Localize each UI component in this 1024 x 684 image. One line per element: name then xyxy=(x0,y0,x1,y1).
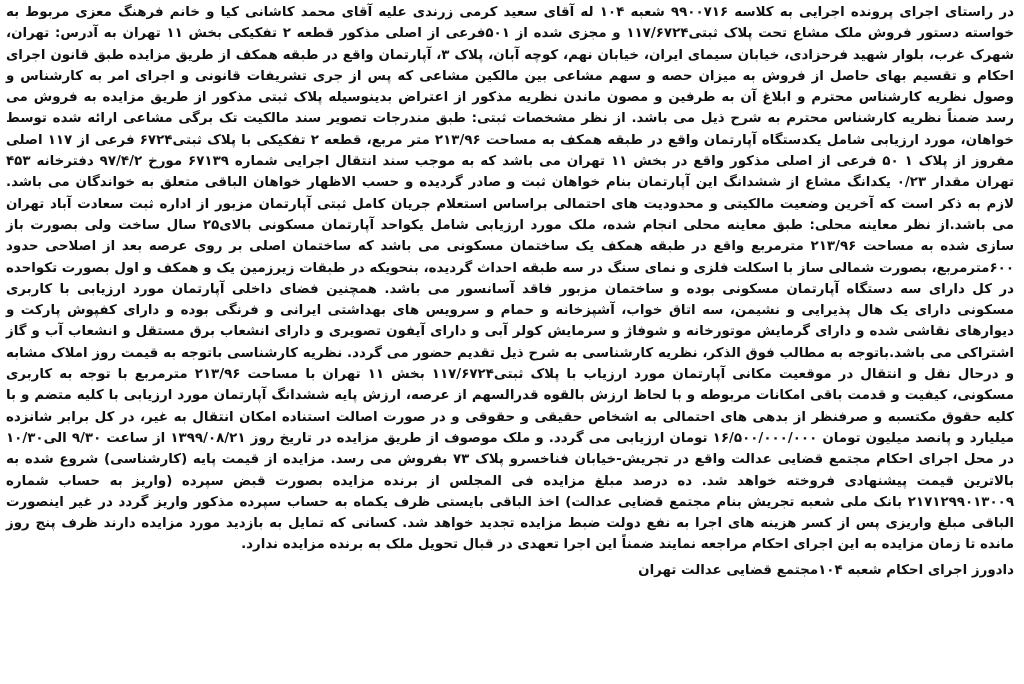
auction-notice xyxy=(6,2,1014,581)
notice-signature: دادورز اجرای احکام شعبه ۱۰۴مجتمع قضایی عدالت تهران xyxy=(638,562,1014,578)
notice-body-text: در راستای اجرای پرونده اجرایی به کلاسه ۹۹۰۰۷۱۶ شعبه ۱۰۴ له آقای سعید کرمی زرندی علیه آقای محمد کاشانی کیا و خانم فرهنگ معزی مربوط به خواسته دستور فروش ملک مشاع تحت پلاک ثبتی۱۱۷/۶۷۲۴ و مجزی شده از ۵۰۱فرعی از اصلی مذکور قطعه ۲ تفکیکی بخش ۱۱ تهران به آدرس: تهران، شهرک غرب، بلوار شهید فرحزادی، خیابان سیمای ایران، خیابان نهم، کوچه آبان، پلاک ۳، آپارتمان واقع در طبقه همکف از طریق مزایده طبق قانون اجرای احکام و تقسیم بهای حاصل از فروش به میزان حصه و سهم مشاعی بین مالکین مشاعی که پس از جری تشریفات قانونی و اجرای امر به کارشناس و وصول نظریه کارشناس محترم و ابلاغ آن به طرفین و مصون ماندن نظریه مذکور از اعتراض بدینوسیله پلاک ثبتی مذکور از طریق مزایده به فروش می رسد ضمناً نظریه کارشناس محترم به شرح ذیل می باشد. از نظر مشخصات ثبتی: طبق مندرجات تصویر سند مالکیت تک برگی مشاعی ارائه شده توسط خواهان، مورد ارزیابی شامل یکدستگاه آپارتمان واقع در طبقه همکف به مساحت ۲۱۳/۹۶ متر مربع، قطعه ۲ تفکیکی با پلاک ثبتی۶۷۲۴ فرعی از ۱۱۷ اصلی مفروز از پلاک ۱ ۵۰ فرعی از اصلی مذکور واقع در بخش ۱۱ تهران می باشد که به موجب سند انتقال اجرایی شماره ۶۷۱۳۹ مورخ ۹۷/۴/۲ دفترخانه ۴۵۳ تهران مقدار ۰/۲۳ یکدانگ مشاع از ششدانگ این آپارتمان بنام خواهان ثبت و صادر گردیده و حسب الاظهار خواهان الباقی متعلق به خواندگان می باشد. لازم به ذکر است که آخرین وضعیت مالکیتی و محدودیت های احتمالی براساس استعلام جریان کامل ثبتی آپارتمان مزبور از اداره ثبت سعادت آباد تهران می باشد.از نظر معاینه محلی: طبق معاینه محلی انجام شده، ملک مورد ارزیابی شامل یکواحد آپارتمان مسکونی بالای۲۵ سال ساخت ولی بصورت باز سازی شده به مساحت ۲۱۳/۹۶ مترمربع واقع در طبقه همکف یک ساختمان مسکونی می باشد که ساختمان اصلی بر روی عرصه بعد از اصلاحی حدود ۶۰۰مترمربع، بصورت شمالی ساز با اسکلت فلزی و نمای سنگ در سه طبقه احداث گردیده، بنحویکه در طبقات زیرزمین یک و همکف و اول بصورت تکواحده در کل دارای سه دستگاه آپارتمان مسکونی بوده و ساختمان مزبور فاقد آسانسور می باشد. همچنین فضای داخلی آپارتمان مورد ارزیابی با کاربری مسکونی دارای یک هال پذیرایی و نشیمن، سه اتاق خواب، آشپزخانه و حمام و سرویس های بهداشتی ایرانی و فرنگی بوده و دارای کفپوش پارکت و دیوارهای نقاشی شده و دارای گرمایش موتورخانه و شوفاژ و سرمایش کولر آبی و دارای آیفون تصویری و دارای انشعاب برق مستقل و انشعاب آب و گاز اشتراکی می باشد.باتوجه به مطالب فوق الذکر، نظریه کارشناسی به شرح ذیل تقدیم حضور می گردد. نظریه کارشناسی باتوجه به قیمت روز املاک مشابه و درحال نقل و انتقال در موقعیت مکانی آپارتمان مورد ارزیاب با پلاک ثبتی۱۱۷/۶۷۲۴ بخش ۱۱ تهران با مساحت ۲۱۳/۹۶ مترمربع با توجه به کاربری مسکونی، کیفیت و قدمت باقی امکانات مربوطه و با لحاظ ارزش بالقوه قدرالسهم از عرصه، ارزش پایه ششدانگ آپارتمان مورد ارزیابی با کلیه متضم و با کلیه حقوق مکتسبه و صرفنظر از بدهی های احتمالی به اشخاص حقیقی و حقوقی و در صورت اصالت استناده امکان انتقال به غیر، در کل برابر شانزده میلیارد و پانصد میلیون تومان ۱۶/۵۰۰/۰۰۰/۰۰۰ تومان ارزیابی می گردد. و ملک موصوف از طریق مزایده در تاریخ روز ۱۳۹۹/۰۸/۲۱ از ساعت ۹/۳۰ الی۱۰/۳۰ در محل اجرای احکام مجتمع قضایی عدالت واقع در تجریش-خیابان فناخسرو پلاک ۷۳ بفروش می رسد. مزایده از قیمت پایه (کارشناسی) شروع شده به بالاترین قیمت پیشنهادی فروخته خواهد شد. ده درصد مبلغ مزایده فی المجلس از برنده مزایده بصورت قبض سپرده (واریز به حساب شماره ۲۱۷۱۲۹۹۰۱۳۰۰۹ بانک ملی شعبه تجریش بنام مجتمع قضایی عدالت) اخذ الباقی بایستی ظرف یکماه به حساب سپرده مذکور واریز گردد در غیر اینصورت الباقی مبلغ واریزی پس از کسر هزینه های اجرا به نفع دولت ضبط مزایده تجدید خواهد شد. کسانی که تمایل به بازدید مورد مزایده دارند ظرف پنج روز مانده تا زمان مزایده به این اجرای احکام مراجعه نمایند ضمناً این اجرا تعهدی در قبال تحویل ملک به برنده مزایده ندارد. xyxy=(6,5,1015,553)
